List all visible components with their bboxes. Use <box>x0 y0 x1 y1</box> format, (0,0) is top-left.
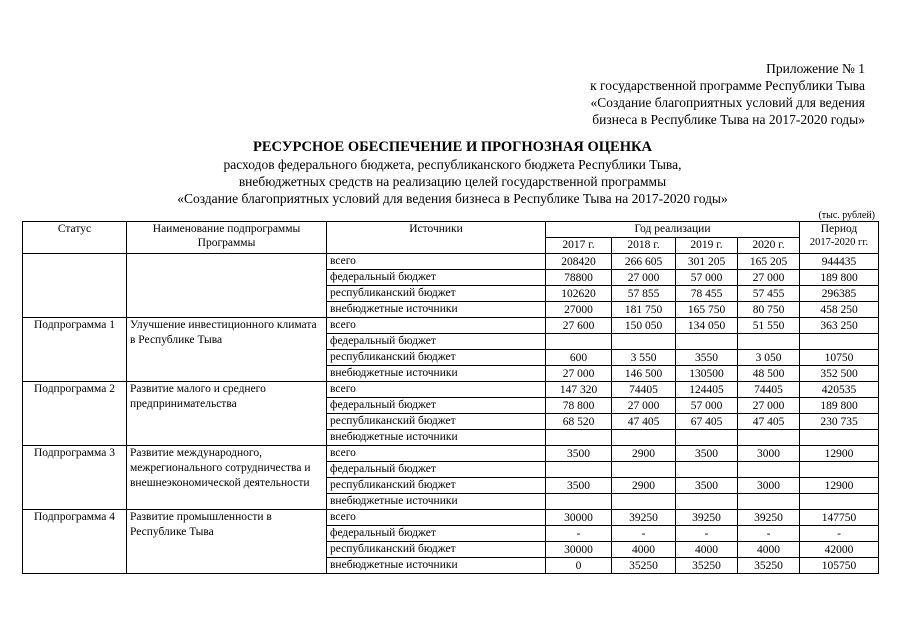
status-cell: Подпрограмма 3 <box>23 446 127 510</box>
year-value-cell <box>676 462 738 478</box>
table-row <box>23 446 879 462</box>
program-name-cell: Развитие малого и среднего предпринимательства <box>127 382 327 446</box>
year-value-cell: 35250 <box>738 558 800 574</box>
year-value-cell: 124405 <box>676 382 738 398</box>
year-value-cell: 39250 <box>738 510 800 526</box>
appendix-note <box>540 60 865 128</box>
year-value-cell: - <box>612 526 676 542</box>
period-total-cell: 230 735 <box>800 414 879 430</box>
year-value-cell: 27 000 <box>612 270 676 286</box>
header-period <box>800 222 879 254</box>
header-year-2020: 2020 г. <box>738 238 800 254</box>
status-cell: Подпрограмма 2 <box>23 382 127 446</box>
year-value-cell: 78 800 <box>546 398 612 414</box>
table-row <box>23 254 879 270</box>
year-value-cell <box>546 334 612 350</box>
header-row <box>23 222 879 238</box>
period-total-cell: 189 800 <box>800 398 879 414</box>
year-value-cell: 3 050 <box>738 350 800 366</box>
document-title <box>0 138 905 207</box>
header-sources: Источники <box>327 222 546 254</box>
year-value-cell: 146 500 <box>612 366 676 382</box>
source-cell: федеральный бюджет <box>327 334 546 350</box>
period-total-cell: 944435 <box>800 254 879 270</box>
year-value-cell: 57 000 <box>676 398 738 414</box>
year-value-cell: 47 405 <box>612 414 676 430</box>
period-total-cell: 12900 <box>800 446 879 462</box>
source-cell: внебюджетные источники <box>327 558 546 574</box>
year-value-cell: 3500 <box>546 446 612 462</box>
header-status: Статус <box>23 222 127 254</box>
year-value-cell: 39250 <box>612 510 676 526</box>
year-value-cell <box>738 334 800 350</box>
year-value-cell: 208420 <box>546 254 612 270</box>
year-value-cell: 35250 <box>612 558 676 574</box>
period-total-cell: 42000 <box>800 542 879 558</box>
program-name-cell: Развитие международного, межрегионального сотрудничества и внешнеэкономической деятельности <box>127 446 327 510</box>
status-cell <box>23 254 127 318</box>
source-cell: внебюджетные источники <box>327 302 546 318</box>
year-value-cell <box>546 494 612 510</box>
year-value-cell: 27000 <box>546 302 612 318</box>
status-cell: Подпрограмма 4 <box>23 510 127 574</box>
year-value-cell: - <box>546 526 612 542</box>
title-main: РЕСУРСНОЕ ОБЕСПЕЧЕНИЕ И ПРОГНОЗНАЯ ОЦЕНКА <box>253 139 652 155</box>
year-value-cell: 74405 <box>612 382 676 398</box>
year-value-cell: 3 550 <box>612 350 676 366</box>
year-value-cell: 165 750 <box>676 302 738 318</box>
year-value-cell: 48 500 <box>738 366 800 382</box>
resources-table <box>22 221 879 574</box>
source-cell: федеральный бюджет <box>327 270 546 286</box>
period-total-cell <box>800 462 879 478</box>
header-year-2019: 2019 г. <box>676 238 738 254</box>
year-value-cell: - <box>676 526 738 542</box>
title-line-2: расходов федерального бюджета, республиканского бюджета Республики Тыва, <box>223 157 682 172</box>
period-total-cell: - <box>800 526 879 542</box>
period-total-cell <box>800 494 879 510</box>
year-value-cell: 78 455 <box>676 286 738 302</box>
year-value-cell <box>612 462 676 478</box>
year-value-cell: 27 000 <box>612 398 676 414</box>
header-year-2018: 2018 г. <box>612 238 676 254</box>
source-cell: всего <box>327 318 546 334</box>
year-value-cell: 74405 <box>738 382 800 398</box>
period-total-cell: 105750 <box>800 558 879 574</box>
year-value-cell <box>546 462 612 478</box>
year-value-cell: 27 000 <box>546 366 612 382</box>
year-value-cell: 35250 <box>676 558 738 574</box>
header-period-line-2: 2017-2020 гг. <box>809 237 869 248</box>
year-value-cell <box>612 334 676 350</box>
source-cell: федеральный бюджет <box>327 462 546 478</box>
header-name-line-2: Программы <box>197 237 256 249</box>
source-cell: внебюджетные источники <box>327 366 546 382</box>
status-cell: Подпрограмма 1 <box>23 318 127 382</box>
year-value-cell: 266 605 <box>612 254 676 270</box>
header-year-2017: 2017 г. <box>546 238 612 254</box>
appendix-line-2: к государственной программе Республики Тыва <box>590 78 865 93</box>
year-value-cell <box>738 462 800 478</box>
period-total-cell: 458 250 <box>800 302 879 318</box>
source-cell: республиканский бюджет <box>327 414 546 430</box>
source-cell: республиканский бюджет <box>327 542 546 558</box>
period-total-cell <box>800 334 879 350</box>
year-value-cell: 27 000 <box>738 270 800 286</box>
units-note: (тыс. рублей) <box>818 210 875 221</box>
year-value-cell: 150 050 <box>612 318 676 334</box>
year-value-cell: 51 550 <box>738 318 800 334</box>
year-value-cell: 78800 <box>546 270 612 286</box>
year-value-cell: 165 205 <box>738 254 800 270</box>
year-value-cell: 147 320 <box>546 382 612 398</box>
year-value-cell: 80 750 <box>738 302 800 318</box>
table-row <box>23 510 879 526</box>
year-value-cell: 3500 <box>676 478 738 494</box>
appendix-line-4: бизнеса в Республике Тыва на 2017-2020 годы» <box>592 112 865 127</box>
source-cell: всего <box>327 446 546 462</box>
title-line-4: «Создание благоприятных условий для ведения бизнеса в Республике Тыва на 2017-2020 годы» <box>177 191 728 206</box>
source-cell: внебюджетные источники <box>327 494 546 510</box>
year-value-cell: 4000 <box>738 542 800 558</box>
year-value-cell <box>612 494 676 510</box>
year-value-cell: 27 000 <box>738 398 800 414</box>
year-value-cell: 2900 <box>612 446 676 462</box>
header-name-line-1: Наименование подпрограммы <box>152 223 301 235</box>
period-total-cell: 420535 <box>800 382 879 398</box>
year-value-cell: 181 750 <box>612 302 676 318</box>
year-value-cell <box>676 334 738 350</box>
year-value-cell <box>612 430 676 446</box>
year-value-cell: 2900 <box>612 478 676 494</box>
program-name-cell: Развитие промышленности в Республике Тыва <box>127 510 327 574</box>
period-total-cell: 12900 <box>800 478 879 494</box>
header-period-line-1: Период <box>820 223 858 235</box>
source-cell: республиканский бюджет <box>327 350 546 366</box>
year-value-cell: 600 <box>546 350 612 366</box>
year-value-cell <box>676 494 738 510</box>
period-total-cell: 296385 <box>800 286 879 302</box>
year-value-cell: 27 600 <box>546 318 612 334</box>
source-cell: республиканский бюджет <box>327 286 546 302</box>
year-value-cell: 57 000 <box>676 270 738 286</box>
year-value-cell: 4000 <box>676 542 738 558</box>
table-row <box>23 382 879 398</box>
year-value-cell: 47 405 <box>738 414 800 430</box>
year-value-cell: - <box>738 526 800 542</box>
period-total-cell: 10750 <box>800 350 879 366</box>
year-value-cell: 57 455 <box>738 286 800 302</box>
appendix-line-1: Приложение № 1 <box>766 61 865 76</box>
period-total-cell: 352 500 <box>800 366 879 382</box>
source-cell: федеральный бюджет <box>327 398 546 414</box>
source-cell: республиканский бюджет <box>327 478 546 494</box>
year-value-cell: 134 050 <box>676 318 738 334</box>
header-years-group: Год реализации <box>546 222 800 238</box>
year-value-cell: 301 205 <box>676 254 738 270</box>
year-value-cell: 3000 <box>738 478 800 494</box>
header-name <box>127 222 327 254</box>
table-body <box>23 254 879 574</box>
year-value-cell <box>738 494 800 510</box>
source-cell: всего <box>327 510 546 526</box>
year-value-cell: 3500 <box>676 446 738 462</box>
year-value-cell: 102620 <box>546 286 612 302</box>
year-value-cell: 130500 <box>676 366 738 382</box>
year-value-cell: 39250 <box>676 510 738 526</box>
year-value-cell: 30000 <box>546 510 612 526</box>
year-value-cell: 3000 <box>738 446 800 462</box>
year-value-cell: 57 855 <box>612 286 676 302</box>
program-name-cell <box>127 254 327 318</box>
period-total-cell: 189 800 <box>800 270 879 286</box>
year-value-cell: 30000 <box>546 542 612 558</box>
year-value-cell: 67 405 <box>676 414 738 430</box>
year-value-cell: 3500 <box>546 478 612 494</box>
year-value-cell <box>676 430 738 446</box>
year-value-cell <box>546 430 612 446</box>
year-value-cell: 0 <box>546 558 612 574</box>
period-total-cell <box>800 430 879 446</box>
year-value-cell: 68 520 <box>546 414 612 430</box>
appendix-line-3: «Создание благоприятных условий для ведения <box>590 95 865 110</box>
source-cell: внебюджетные источники <box>327 430 546 446</box>
table-row <box>23 318 879 334</box>
year-value-cell: 3550 <box>676 350 738 366</box>
year-value-cell: 4000 <box>612 542 676 558</box>
year-value-cell <box>738 430 800 446</box>
source-cell: всего <box>327 382 546 398</box>
program-name-cell: Улучшение инвестиционного климата в Республике Тыва <box>127 318 327 382</box>
title-line-3: внебюджетных средств на реализацию целей государственной программы <box>238 174 667 189</box>
period-total-cell: 363 250 <box>800 318 879 334</box>
source-cell: всего <box>327 254 546 270</box>
period-total-cell: 147750 <box>800 510 879 526</box>
source-cell: федеральный бюджет <box>327 526 546 542</box>
